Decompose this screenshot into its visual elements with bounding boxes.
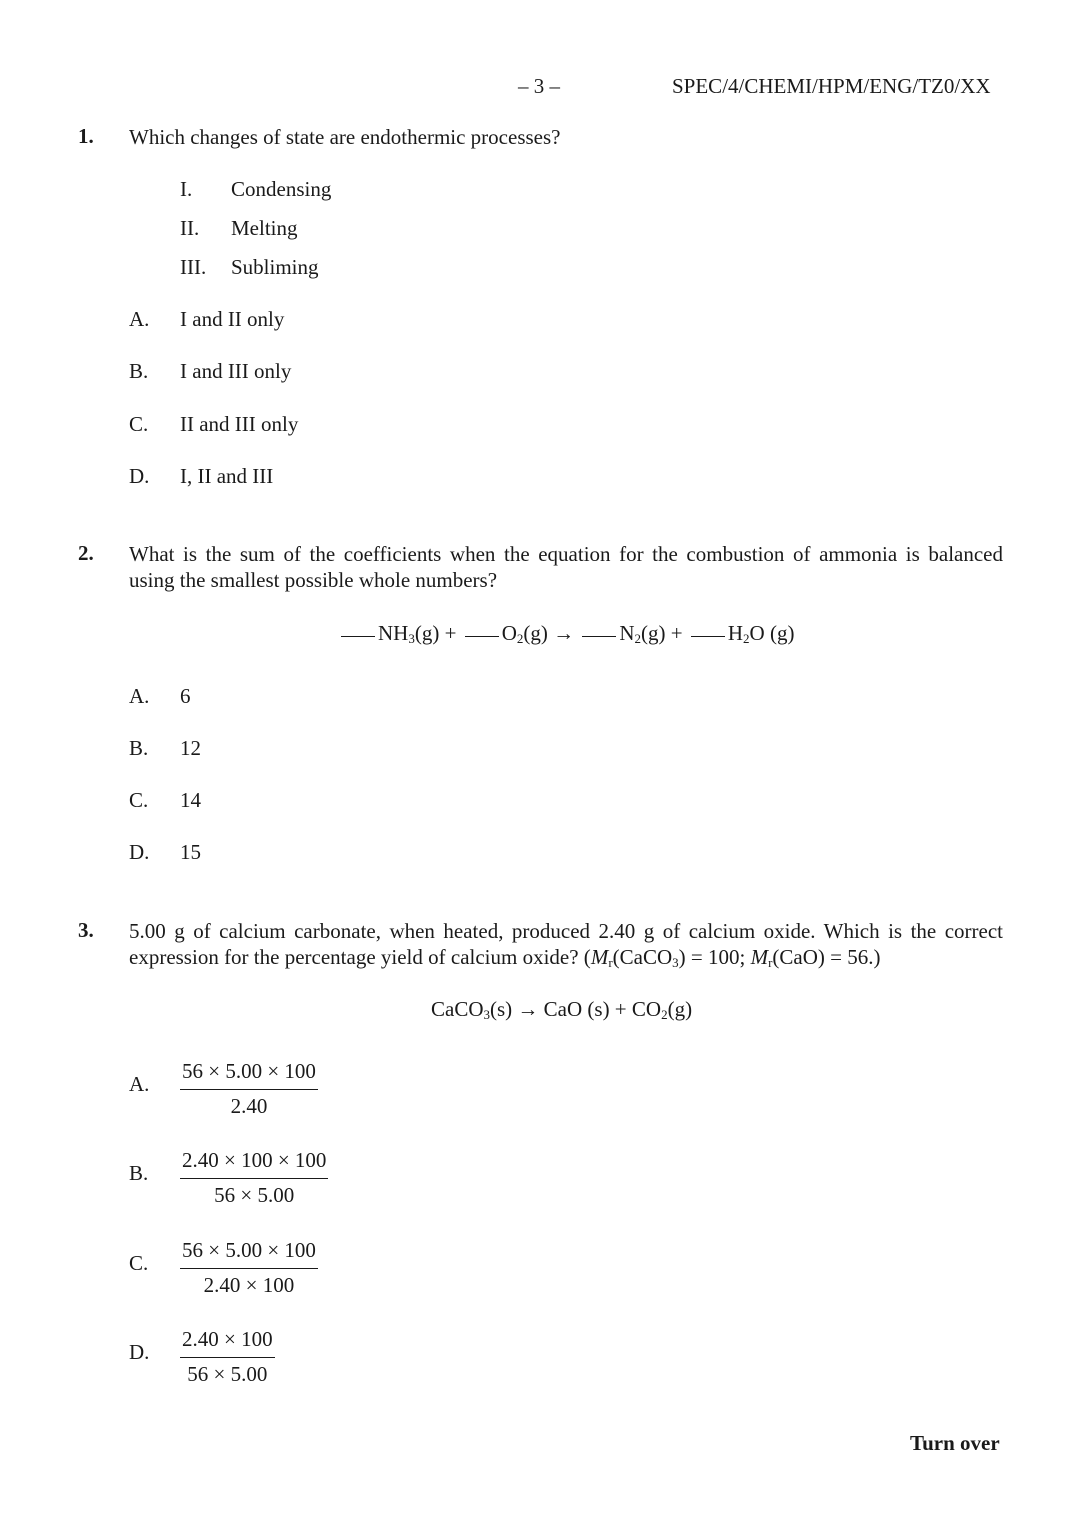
roman-numeral: I. bbox=[180, 177, 193, 201]
option-text: 14 bbox=[180, 788, 201, 812]
decomposition-equation: CaCO$_3$(s) → CaO $(s) + CO_2(g)$ bbox=[431, 997, 693, 1022]
statement-item: Melting bbox=[231, 216, 298, 240]
option-text: I, II and III bbox=[180, 464, 274, 488]
option-text: 12 bbox=[180, 736, 201, 760]
option-letter: C. bbox=[129, 412, 149, 436]
statement-item: Subliming bbox=[231, 255, 319, 279]
question-3-text-line-2: expression for the percentage yield of calcium oxide? ($M_r(CaCO_3) = 100$; $M_r(CaO) = 56$.) bbox=[129, 945, 881, 970]
fraction-expression bbox=[180, 1327, 275, 1387]
roman-numeral: III. bbox=[180, 255, 207, 279]
option-letter: A. bbox=[129, 684, 150, 708]
coefficient-blank bbox=[341, 636, 375, 637]
fraction-expression bbox=[180, 1059, 318, 1119]
fraction-denominator: 56 × 5.00 bbox=[187, 1362, 268, 1386]
question-3-number: 3. bbox=[78, 918, 94, 942]
question-3-text-line-1: 5.00 g of calcium carbonate, when heated, produced 2.40 g of calcium oxide. Which is the correct bbox=[129, 919, 1003, 943]
fraction-denominator: 2.40 bbox=[230, 1094, 268, 1118]
roman-numeral: II. bbox=[180, 216, 200, 240]
exam-code: SPEC/4/CHEMI/HPM/ENG/TZ0/XX bbox=[672, 74, 991, 98]
option-text: 6 bbox=[180, 684, 191, 708]
fraction-numerator: 2.40 × 100 × 100 bbox=[180, 1148, 328, 1179]
question-2-text-line-2: using the smallest possible whole numbers? bbox=[129, 568, 498, 592]
fraction-denominator: 56 × 5.00 bbox=[214, 1183, 295, 1207]
option-letter: D. bbox=[129, 1340, 150, 1364]
option-text: I and II only bbox=[180, 307, 285, 331]
question-1-text: Which changes of state are endothermic processes? bbox=[129, 125, 561, 149]
fraction-denominator: 2.40 × 100 bbox=[203, 1273, 295, 1297]
fraction-expression bbox=[180, 1148, 328, 1208]
option-letter: A. bbox=[129, 307, 150, 331]
option-letter: C. bbox=[129, 1251, 149, 1275]
fraction-expression bbox=[180, 1238, 318, 1298]
fraction-numerator: 56 × 5.00 × 100 bbox=[180, 1059, 318, 1090]
option-letter: D. bbox=[129, 464, 150, 488]
option-letter: B. bbox=[129, 359, 149, 383]
question-1-number: 1. bbox=[78, 124, 94, 148]
option-letter: B. bbox=[129, 736, 149, 760]
option-letter: D. bbox=[129, 840, 150, 864]
coefficient-blank bbox=[582, 636, 616, 637]
option-text: I and III only bbox=[180, 359, 292, 383]
turn-over-label: Turn over bbox=[910, 1431, 1000, 1455]
page-number: – 3 – bbox=[518, 74, 560, 98]
option-letter: A. bbox=[129, 1072, 150, 1096]
option-text: II and III only bbox=[180, 412, 299, 436]
statement-item: Condensing bbox=[231, 177, 332, 201]
fraction-numerator: 56 × 5.00 × 100 bbox=[180, 1238, 318, 1269]
fraction-numerator: 2.40 × 100 bbox=[180, 1327, 275, 1358]
option-letter: C. bbox=[129, 788, 149, 812]
question-2-number: 2. bbox=[78, 541, 94, 565]
coefficient-blank bbox=[465, 636, 499, 637]
option-letter: B. bbox=[129, 1161, 149, 1185]
combustion-equation: $NH_3(g) + O_2(g) \to N_2(g) + H_2O$ (g) bbox=[338, 620, 794, 652]
option-text: 15 bbox=[180, 840, 201, 864]
question-2-text-line-1: What is the sum of the coefficients when the equation for the combustion of ammonia is balanced bbox=[129, 542, 1003, 566]
coefficient-blank bbox=[691, 636, 725, 637]
